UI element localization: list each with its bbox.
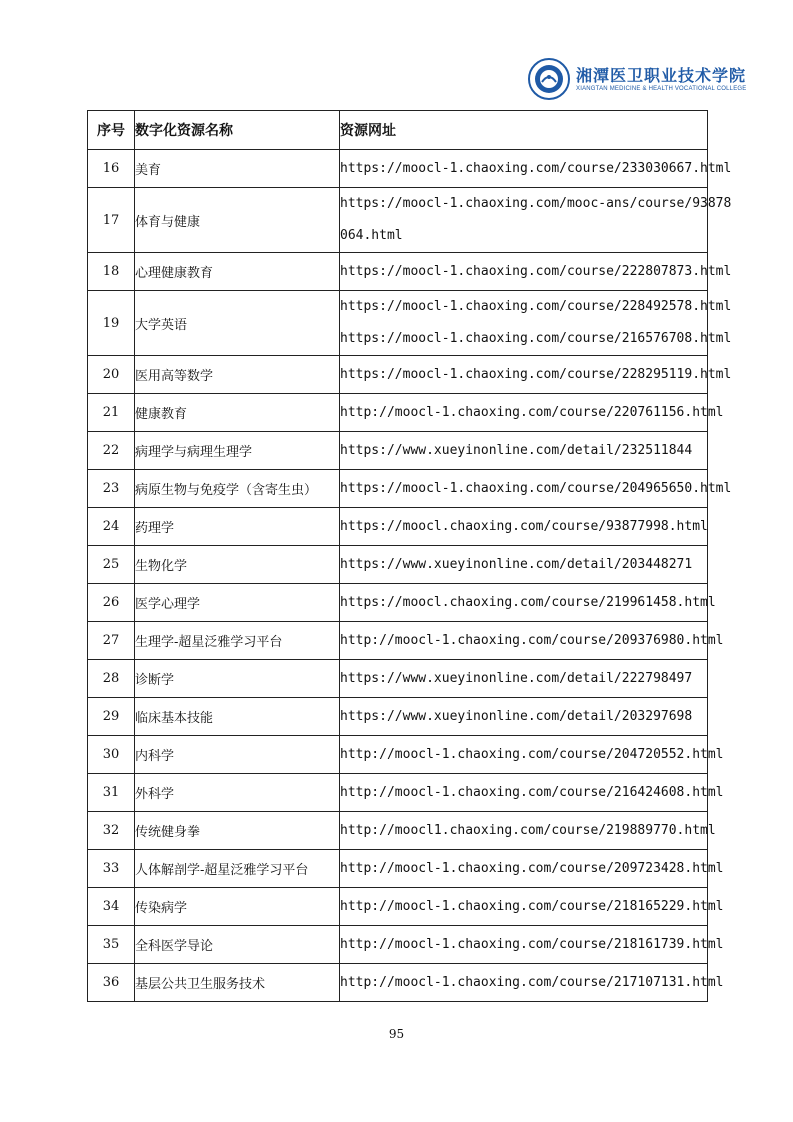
resource-url[interactable]: https://www.xueyinonline.com/detail/232511844: [340, 442, 693, 458]
resource-url-cell: [340, 432, 708, 470]
resource-name: 临床基本技能: [135, 698, 340, 736]
header-url: 资源网址: [340, 111, 708, 150]
row-number: 19: [88, 291, 135, 356]
row-number: 17: [88, 188, 135, 253]
resource-url-cell: [340, 188, 732, 253]
resource-name: 医用高等数学: [135, 356, 340, 394]
table-header-row: [88, 111, 708, 150]
resource-url[interactable]: http://moocl-1.chaoxing.com/course/217107131.html: [340, 974, 724, 990]
resource-url-cell: [340, 736, 724, 774]
resource-url[interactable]: http://moocl1.chaoxing.com/course/219889770.html: [340, 822, 716, 838]
row-number: 28: [88, 660, 135, 698]
resource-name: 外科学: [135, 774, 340, 812]
table-row: [88, 850, 708, 888]
row-number: 31: [88, 774, 135, 812]
table-row: [88, 508, 708, 546]
resource-name: 传染病学: [135, 888, 340, 926]
row-number: 32: [88, 812, 135, 850]
table-row: [88, 660, 708, 698]
row-number: 34: [88, 888, 135, 926]
row-number: 16: [88, 150, 135, 188]
row-number: 18: [88, 253, 135, 291]
resource-url[interactable]: 064.html: [340, 228, 403, 243]
resource-url-cell: [340, 926, 724, 964]
resource-name: 大学英语: [135, 291, 340, 356]
table-row: [88, 622, 708, 660]
table-row: [88, 394, 708, 432]
resource-url[interactable]: https://www.xueyinonline.com/detail/203448271: [340, 556, 693, 572]
resource-url[interactable]: http://moocl-1.chaoxing.com/course/218165229.html: [340, 898, 724, 914]
resource-name: 美育: [135, 150, 340, 188]
resource-url-cell: [340, 964, 724, 1002]
resource-url[interactable]: https://moocl-1.chaoxing.com/mooc-ans/course/93878: [340, 196, 732, 211]
resource-url-cell: [340, 850, 724, 888]
resource-url-cell: [340, 253, 732, 291]
resource-url[interactable]: https://www.xueyinonline.com/detail/203297698: [340, 708, 693, 724]
row-number: 23: [88, 470, 135, 508]
row-number: 29: [88, 698, 135, 736]
row-number: 22: [88, 432, 135, 470]
resource-name: 诊断学: [135, 660, 340, 698]
row-number: 36: [88, 964, 135, 1002]
table-row: [88, 736, 708, 774]
row-number: 35: [88, 926, 135, 964]
resource-name: 全科医学导论: [135, 926, 340, 964]
resource-url-cell: [340, 150, 732, 188]
resource-url[interactable]: https://moocl-1.chaoxing.com/course/228295119.html: [340, 366, 732, 382]
resource-url-cell: [340, 470, 732, 508]
header-name: 数字化资源名称: [135, 111, 340, 150]
resource-url[interactable]: https://www.xueyinonline.com/detail/222798497: [340, 670, 693, 686]
table-row: [88, 432, 708, 470]
table-row: [88, 926, 708, 964]
table-row: [88, 150, 708, 188]
row-number: 33: [88, 850, 135, 888]
college-emblem-icon: [528, 58, 570, 100]
table-row: [88, 291, 708, 356]
row-number: 21: [88, 394, 135, 432]
college-logo: [528, 58, 747, 104]
resource-table: [87, 110, 732, 1002]
resource-name: 医学心理学: [135, 584, 340, 622]
resource-name: 健康教育: [135, 394, 340, 432]
resource-url-cell: [340, 888, 724, 926]
resource-url[interactable]: http://moocl-1.chaoxing.com/course/218161739.html: [340, 936, 724, 952]
college-name-cn: 湘潭医卫职业技术学院: [576, 66, 747, 85]
resource-name: 生物化学: [135, 546, 340, 584]
resource-url-cell: [340, 291, 732, 356]
table-row: [88, 812, 708, 850]
resource-name: 心理健康教育: [135, 253, 340, 291]
resource-url[interactable]: https://moocl-1.chaoxing.com/course/228492578.html: [340, 299, 732, 314]
resource-url[interactable]: http://moocl-1.chaoxing.com/course/209723428.html: [340, 860, 724, 876]
table-row: [88, 888, 708, 926]
table-row: [88, 253, 708, 291]
resource-url[interactable]: http://moocl-1.chaoxing.com/course/216424608.html: [340, 784, 724, 800]
resource-url[interactable]: http://moocl-1.chaoxing.com/course/209376980.html: [340, 632, 724, 648]
table-row: [88, 584, 708, 622]
resource-url[interactable]: https://moocl.chaoxing.com/course/219961458.html: [340, 594, 716, 610]
resource-url-cell: [340, 546, 708, 584]
resource-name: 病原生物与免疫学（含寄生虫）: [135, 470, 340, 508]
resource-name: 药理学: [135, 508, 340, 546]
row-number: 27: [88, 622, 135, 660]
resource-url-cell: [340, 394, 724, 432]
table-row: [88, 774, 708, 812]
row-number: 20: [88, 356, 135, 394]
resource-url-cell: [340, 660, 708, 698]
resource-url[interactable]: https://moocl-1.chaoxing.com/course/233030667.html: [340, 160, 732, 176]
resource-url[interactable]: http://moocl-1.chaoxing.com/course/220761156.html: [340, 404, 724, 420]
resource-url[interactable]: https://moocl-1.chaoxing.com/course/216576708.html: [340, 331, 732, 346]
resource-url[interactable]: https://moocl.chaoxing.com/course/93877998.html: [340, 518, 708, 534]
resource-name: 内科学: [135, 736, 340, 774]
resource-name: 病理学与病理生理学: [135, 432, 340, 470]
table-row: [88, 546, 708, 584]
table-row: [88, 470, 708, 508]
table-row: [88, 188, 708, 253]
resource-url-cell: [340, 584, 716, 622]
resource-name: 体育与健康: [135, 188, 340, 253]
row-number: 24: [88, 508, 135, 546]
college-name-en: XIANGTAN MEDICINE & HEALTH VOCATIONAL COLLEGE: [576, 86, 747, 92]
resource-url[interactable]: http://moocl-1.chaoxing.com/course/204720552.html: [340, 746, 724, 762]
table-row: [88, 356, 708, 394]
resource-name: 基层公共卫生服务技术: [135, 964, 340, 1002]
table-row: [88, 698, 708, 736]
page-number: 95: [388, 1027, 405, 1041]
resource-url-cell: [340, 774, 724, 812]
resource-url[interactable]: https://moocl-1.chaoxing.com/course/222807873.html: [340, 263, 732, 279]
table-row: [88, 964, 708, 1002]
resource-name: 人体解剖学-超星泛雅学习平台: [135, 850, 340, 888]
row-number: 25: [88, 546, 135, 584]
resource-name: 生理学-超星泛雅学习平台: [135, 622, 340, 660]
table-body: [88, 150, 732, 1002]
row-number: 26: [88, 584, 135, 622]
resource-url[interactable]: https://moocl-1.chaoxing.com/course/204965650.html: [340, 480, 732, 496]
resource-url-cell: [340, 508, 708, 546]
header-num: 序号: [88, 111, 135, 150]
resource-name: 传统健身拳: [135, 812, 340, 850]
resource-url-cell: [340, 622, 724, 660]
resource-url-cell: [340, 812, 716, 850]
resource-url-cell: [340, 356, 732, 394]
resource-url-cell: [340, 698, 708, 736]
row-number: 30: [88, 736, 135, 774]
